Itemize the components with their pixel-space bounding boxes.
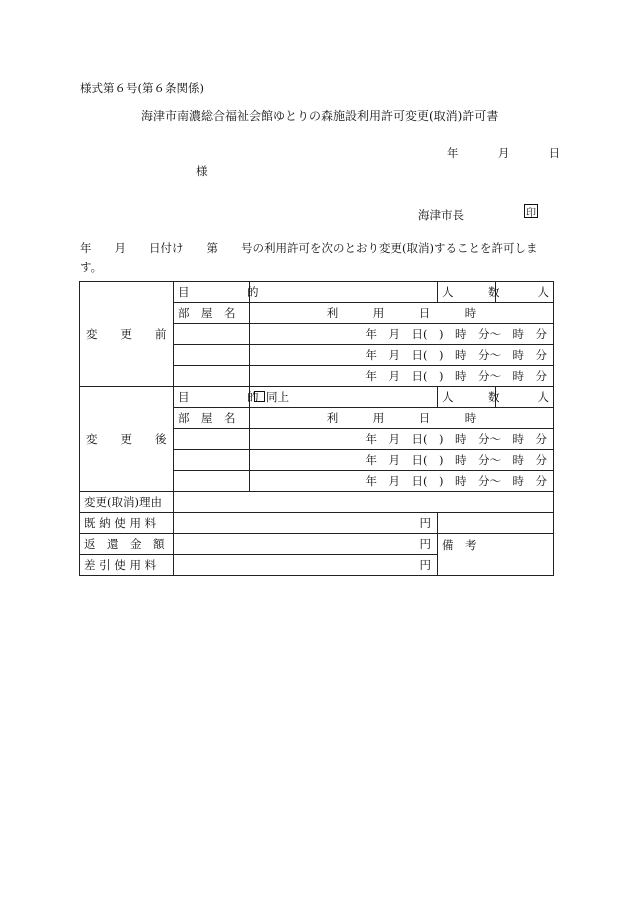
seal-mark [524, 204, 538, 218]
usage-datetime-label: 利 用 日 時 [250, 303, 554, 324]
date-year: 年 [447, 146, 459, 160]
document-title: 海津市南濃総合福祉会館ゆとりの森施設利用許可変更(取消)許可書 [141, 109, 499, 123]
same-as-above-checkbox[interactable] [254, 391, 265, 402]
purpose-label: 目 的 [174, 387, 250, 408]
room-label: 部 屋 名 [174, 303, 250, 324]
paid-fee-row [80, 513, 554, 534]
refund-row [80, 534, 554, 555]
headcount-unit: 人 [537, 390, 549, 404]
room-value[interactable] [174, 345, 250, 366]
time-slot[interactable]: 年 月 日( ) 時 分〜 時 分 [250, 429, 554, 450]
room-value[interactable] [174, 429, 250, 450]
before-change-label: 変 更 前 [80, 282, 174, 387]
after-change-label: 変 更 後 [80, 387, 174, 492]
issue-date [447, 145, 560, 161]
remarks-label: 備 考 [442, 538, 477, 552]
usage-datetime-label: 利 用 日 時 [250, 408, 554, 429]
purpose-label: 目 的 [174, 282, 250, 303]
yen-unit: 円 [419, 516, 431, 530]
yen-unit: 円 [419, 558, 431, 572]
change-permit-table [79, 281, 554, 576]
seal-text: 印 [526, 208, 536, 219]
refund-label: 返 還 金 額 [80, 534, 174, 555]
net-fee-value[interactable] [174, 555, 438, 576]
reason-row [80, 492, 554, 513]
headcount-label: 人 数 [438, 387, 496, 408]
permission-statement: 年 月 日付け 第 号の利用許可を次のとおり変更(取消)することを許可します。 [80, 241, 538, 274]
room-value[interactable] [174, 450, 250, 471]
addressee-suffix: 様 [196, 164, 208, 178]
before-purpose-row [80, 282, 554, 303]
yen-unit: 円 [419, 537, 431, 551]
reason-value[interactable] [174, 492, 554, 513]
date-day: 日 [548, 146, 561, 160]
headcount-value[interactable] [496, 387, 554, 408]
form-number: 様式第６号(第６条関係) [80, 81, 204, 95]
room-value[interactable] [174, 366, 250, 387]
headcount-value[interactable] [496, 282, 554, 303]
time-slot[interactable]: 年 月 日( ) 時 分〜 時 分 [250, 450, 554, 471]
purpose-value[interactable] [250, 387, 438, 408]
room-value[interactable] [174, 471, 250, 492]
headcount-label: 人 数 [438, 282, 496, 303]
date-month: 月 [497, 146, 510, 160]
purpose-value[interactable] [250, 282, 438, 303]
time-slot[interactable]: 年 月 日( ) 時 分〜 時 分 [250, 324, 554, 345]
paid-fee-label: 既 納 使 用 料 [80, 513, 174, 534]
refund-value[interactable] [174, 534, 438, 555]
after-purpose-row [80, 387, 554, 408]
time-slot[interactable]: 年 月 日( ) 時 分〜 時 分 [250, 471, 554, 492]
room-label: 部 屋 名 [174, 408, 250, 429]
net-fee-label: 差 引 使 用 料 [80, 555, 174, 576]
time-slot[interactable]: 年 月 日( ) 時 分〜 時 分 [250, 366, 554, 387]
time-slot[interactable]: 年 月 日( ) 時 分〜 時 分 [250, 345, 554, 366]
same-as-above-label: 同上 [266, 390, 289, 404]
paid-fee-value[interactable] [174, 513, 438, 534]
headcount-unit: 人 [537, 285, 549, 299]
issuer-name: 海津市長 [418, 208, 464, 222]
room-value[interactable] [174, 324, 250, 345]
paid-fee-blank [438, 513, 554, 534]
remarks-cell[interactable] [438, 534, 554, 576]
reason-label: 変更(取消)理由 [80, 492, 174, 513]
